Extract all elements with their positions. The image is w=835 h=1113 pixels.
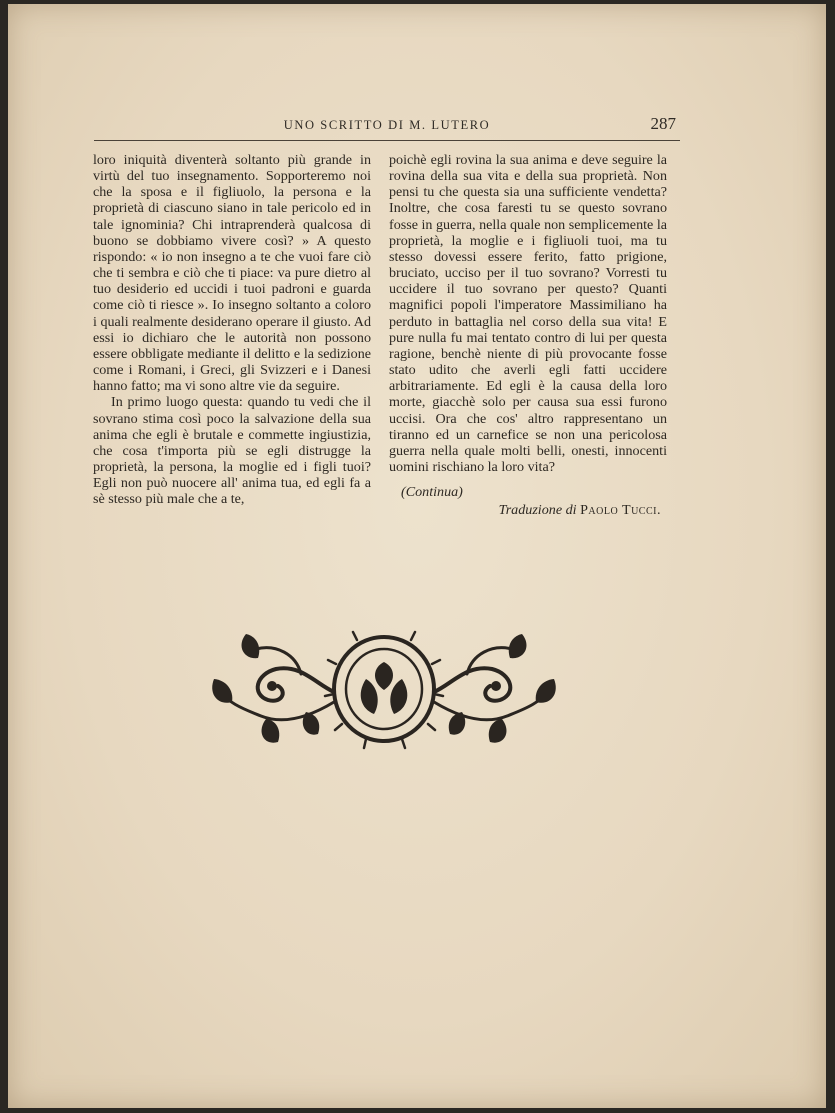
running-title: UNO SCRITTO DI M. LUTERO	[283, 118, 491, 132]
page-header	[94, 112, 680, 141]
translator-name: Paolo Tucci.	[580, 502, 661, 519]
translator-credit	[389, 502, 667, 518]
page-number: 287	[650, 114, 676, 133]
floral-tailpiece-ornament-icon	[206, 624, 562, 754]
continuation-note: (Continua)	[401, 484, 463, 501]
paragraph: In primo luogo questa: quando tu vedi che il sovrano stima così poco la salvazione della sua anima che egli è brutale e commette ingiustizia, che cosa t'importa più se egli distrugge la proprietà, la persona, la moglie ed i figli tuoi? Egli non può nuocere all' anima tua, ed egli fa a sè stesso più male che a te,	[93, 394, 371, 508]
left-text-column	[93, 152, 371, 507]
translator-prefix: Traduzione di	[498, 502, 577, 519]
book-page	[8, 4, 826, 1108]
paragraph: poichè egli rovina la sua anima e deve seguire la rovina della sua vita e della sua proprietà. Non pensi tu che questa sia una sufficiente vendetta? Inoltre, che cosa faresti tu se questo sovrano fosse in guerra, nella quale non semplicemente la proprietà, la moglie e i figliuoli tuoi, ma tu stesso dovessi essere ferito, fatto prigione, bruciato, ucciso per il tuo sovrano? Vorresti tu uccidere il tuo sovrano per questo? Quanti magnifici popoli l'imperatore Massimiliano ha perduto in battaglia nel corso della sua vita! E pure nulla fu mai tentato contro di lui per questa ragione, benchè niente di più provocante fosse stato udito che averli egli fatti uccidere arbitrariamente. Ed egli è la causa della loro morte, giacchè solo per causa sua essi furono uccisi. Ora che cos' altro rappresentano un tiranno ed un carnefice se non una pericolosa guerra nella quale molti belli, onesti, innocenti uomini rischiano la loro vita?	[389, 152, 667, 475]
right-text-column	[389, 152, 667, 518]
paragraph: loro iniquità diventerà soltanto più grande in virtù del tuo insegnamento. Sopporteremo noi che la sposa e il figliuolo, la persona e la proprietà di ciascuno siano in tale pericolo ed in tale ignominia? Chi intraprenderà qualcosa di buono se dobbiamo vivere così? » A questo rispondo: « io non insegno a te che vuoi fare ciò che ti sembra e ciò che ti piace: va pure dietro al tuo desiderio ed uccidi i tuoi padroni e guarda come ciò ti riesce ». Io insegno soltanto a coloro i quali realmente desiderano operare il giusto. Ad essi io dichiaro che le autorità non possono essere obbligate mediante il delitto e la sedizione come i Romani, i Greci, gli Svizzeri e i Danesi hanno fatto; ma vi sono altre vie da seguire.	[93, 152, 371, 395]
